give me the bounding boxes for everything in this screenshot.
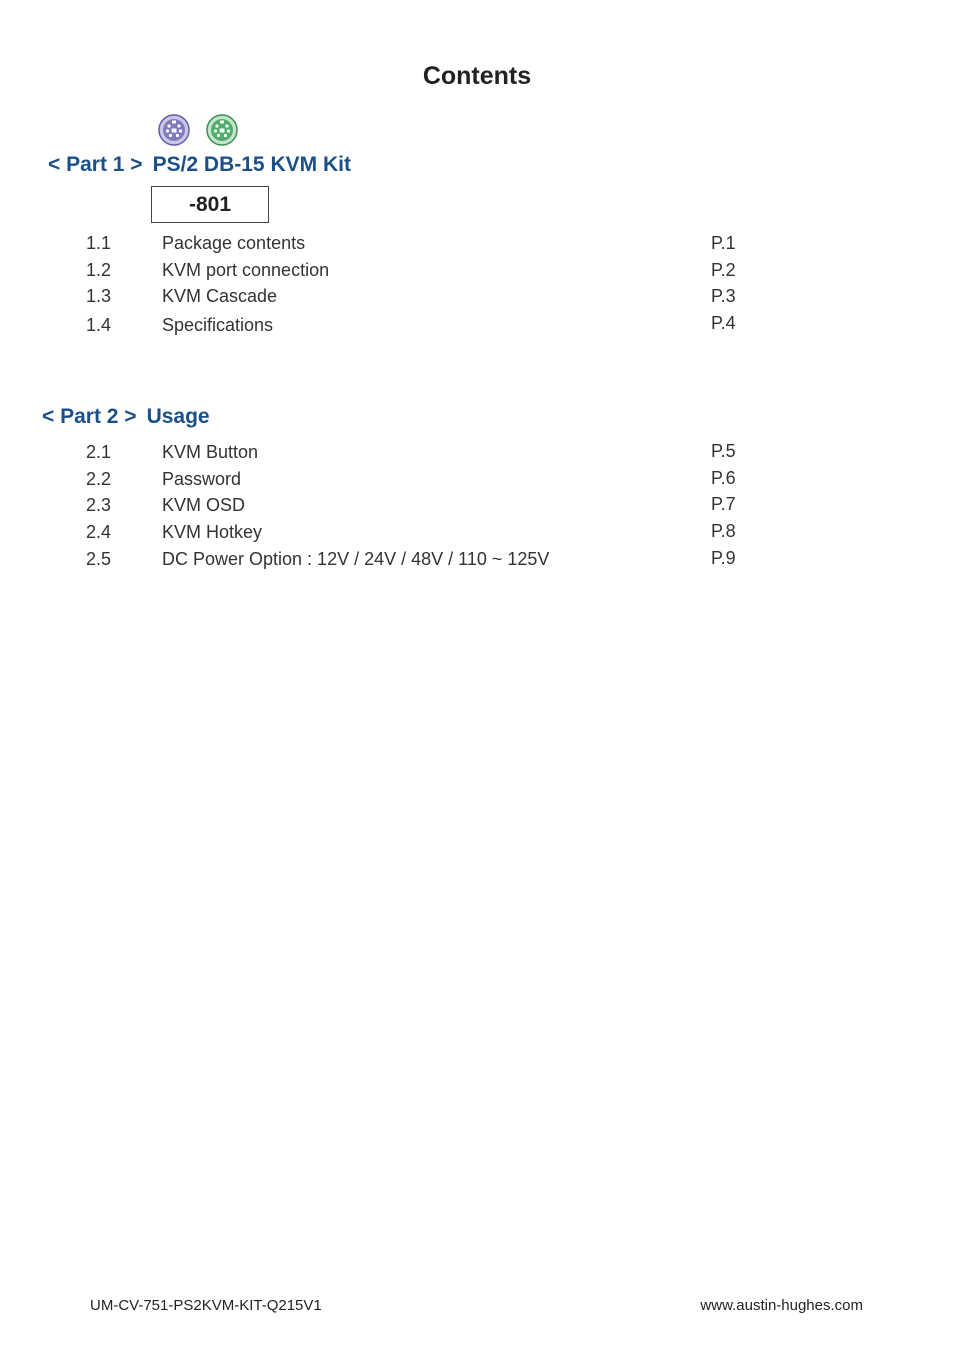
part2-heading <box>42 405 210 429</box>
toc-text: KVM Hotkey <box>162 522 263 542</box>
ps2-green-connector-icon <box>206 114 238 146</box>
toc-page: P.9 <box>711 548 736 568</box>
toc-page: P.5 <box>711 441 736 461</box>
toc-number: 1.4 <box>86 315 112 335</box>
toc-text: Password <box>162 469 242 489</box>
toc-number: 2.5 <box>86 549 112 569</box>
model-number-box: -801 <box>151 186 269 223</box>
toc-row <box>0 549 954 575</box>
toc-number: 2.4 <box>86 522 112 542</box>
toc-text: DC Power Option : 12V / 24V / 48V / 110 ~ 125V <box>162 549 550 569</box>
toc-row <box>0 469 954 495</box>
toc-page: P.6 <box>711 468 736 488</box>
toc-row <box>0 442 954 468</box>
toc-text: KVM port connection <box>162 260 330 280</box>
part2-prefix: < Part 2 > <box>42 405 137 428</box>
toc-page: P.1 <box>711 233 736 253</box>
toc-text: Package contents <box>162 233 306 253</box>
toc-row <box>0 286 954 312</box>
connector-icons <box>158 114 242 148</box>
toc-number: 2.1 <box>86 442 112 462</box>
ps2-purple-connector-icon <box>158 114 190 146</box>
toc-text: KVM Button <box>162 442 259 462</box>
toc-number: 1.3 <box>86 286 112 306</box>
toc-row <box>0 260 954 286</box>
page-title: Contents <box>422 62 532 90</box>
toc-number: 1.2 <box>86 260 112 280</box>
toc-text: KVM Cascade <box>162 286 278 306</box>
toc-text: KVM OSD <box>162 495 246 515</box>
toc-page: P.4 <box>711 313 736 333</box>
toc-row <box>0 315 954 341</box>
toc-number: 2.2 <box>86 469 112 489</box>
toc-number: 2.3 <box>86 495 112 515</box>
toc-row <box>0 233 954 259</box>
toc-page: P.3 <box>711 286 736 306</box>
toc-row <box>0 495 954 521</box>
toc-text: Specifications <box>162 315 274 335</box>
part1-prefix: < Part 1 > <box>48 153 143 176</box>
footer-document-id: UM-CV-751-PS2KVM-KIT-Q215V1 <box>90 1297 322 1314</box>
toc-page: P.2 <box>711 260 736 280</box>
part1-title: PS/2 DB-15 KVM Kit <box>152 153 351 176</box>
part2-title: Usage <box>146 405 210 428</box>
toc-page: P.7 <box>711 494 736 514</box>
footer-website: www.austin-hughes.com <box>700 1297 863 1314</box>
toc-page: P.8 <box>711 521 736 541</box>
toc-number: 1.1 <box>86 233 112 253</box>
toc-row <box>0 522 954 548</box>
part1-heading <box>48 153 351 177</box>
